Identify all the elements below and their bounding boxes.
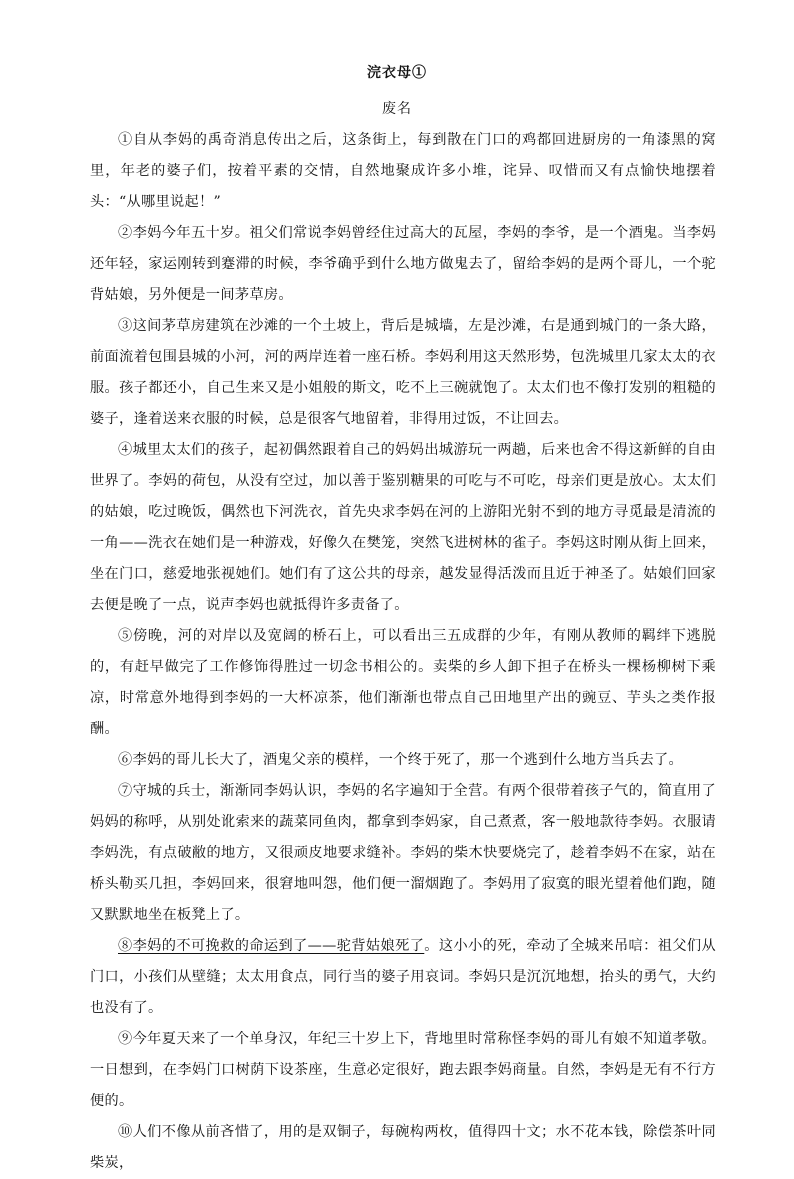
paragraph-8 (90, 931, 716, 1024)
paragraph-10: ⑩人们不像从前吝惜了，用的是双铜子，每碗构两枚，值得四十文；水不花本钱，除偿茶叶同柴炭， (90, 1124, 716, 1171)
paragraph-4: ④城里太太们的孩子，起初偶然跟着自己的妈妈出城游玩一两趟，后来也舍不得这新鲜的自由世界了。李妈的荷包，从没有空过，加以善于鉴别糖果的可吃与不可吃，母亲们更是放心。太太们的姑娘，吃过晚饭，偶然也下河洗衣，首先央求李妈在河的上游阳光射不到的地方寻觅最是清流的一角——洗衣在她们是一种游戏，好像久在樊笼，突然飞进树林的雀子。李妈这时刚从街上回来，坐在门口，慈爱地张视她们。她们有了这公共的母亲，越发显得活泼而且近于神圣了。姑娘们回家去便是晚了一点，说声李妈也就抵得许多责备了。 (90, 442, 716, 613)
paragraph-6: ⑥李妈的哥儿长大了，酒鬼父亲的模样，一个终于死了，那一个逃到什么地方当兵去了。 (118, 752, 684, 768)
paragraph-8-text: 。这小小的死，牵动了全城来吊唁：祖父们从门口，小孩们从壁缝；太太用食点，同行当的婆子用哀词。李妈只是沉沉地想，抬头的勇气，大约也没有了。 (90, 938, 716, 1016)
document-body (90, 125, 716, 1179)
paragraph-9: ⑨今年夏天来了一个单身汉，年纪三十岁上下，背地里时常称怪李妈的哥儿有娘不知道孝敬。一日想到，在李妈门口树荫下设茶座，生意必定很好，跑去跟李妈商量。自然，李妈是无有不行方便的。 (90, 1031, 716, 1109)
document-title: 浣衣母① (367, 65, 427, 81)
paragraph-1: ①自从李妈的禹奇消息传出之后，这条街上，每到散在门口的鸡都回进厨房的一角漆黑的窝里，年老的婆子们，按着平素的交情，自然地聚成许多小堆，诧异、叹惜而又有点愉快地摆着头：“从哪里说起！” (90, 132, 716, 210)
document-author: 废名 (382, 101, 412, 117)
paragraph-8-underlined-text: ⑧李妈的不可挽救的命运到了——驼背姑娘死了 (118, 938, 425, 954)
paragraph-2: ②李妈今年五十岁。祖父们常说李妈曾经住过高大的瓦屋，李妈的李爷，是一个酒鬼。当李妈还年轻，家运刚转到蹇滞的时候，李爷确乎到什么地方做鬼去了，留给李妈的是两个哥儿，一个驼背姑娘，另外便是一间茅草房。 (90, 225, 716, 303)
paragraph-5: ⑤傍晚，河的对岸以及宽阔的桥石上，可以看出三五成群的少年，有刚从教师的羁绊下逃脱的，有赶早做完了工作修饰得胜过一切念书相公的。卖柴的乡人卸下担子在桥头一棵杨柳树下乘凉，时常意外地得到李妈的一大杯凉茶，他们渐渐也带点自己田地里产出的豌豆、芋头之类作报酬。 (90, 628, 716, 737)
paragraph-3: ③这间茅草房建筑在沙滩的一个土坡上，背后是城墙，左是沙滩，右是通到城门的一条大路，前面流着包围县城的小河，河的两岸连着一座石桥。李妈利用这天然形势，包洗城里几家太太的衣服。孩子都还小，自己生来又是小姐般的斯文，吃不上三碗就饱了。太太们也不像打发别的粗糙的婆子，逢着送来衣服的时候，总是很客气地留着，非得用过饭，不让回去。 (90, 318, 716, 427)
paragraph-7: ⑦守城的兵士，渐渐同李妈认识，李妈的名字遍知于全营。有两个很带着孩子气的，简直用了妈妈的称呼，从别处讹索来的蔬菜同鱼肉，都拿到李妈家，自己煮煮，客一般地款待李妈。衣服请李妈洗，有点破敝的地方，又很顽皮地要求缝补。李妈的柴木快要烧完了，趁着李妈不在家，站在桥头勒买几担，李妈回来，很窘地叫怨，他们便一溜烟跑了。李妈用了寂寞的眼光望着他们跑，随又默默地坐在板凳上了。 (90, 783, 716, 923)
